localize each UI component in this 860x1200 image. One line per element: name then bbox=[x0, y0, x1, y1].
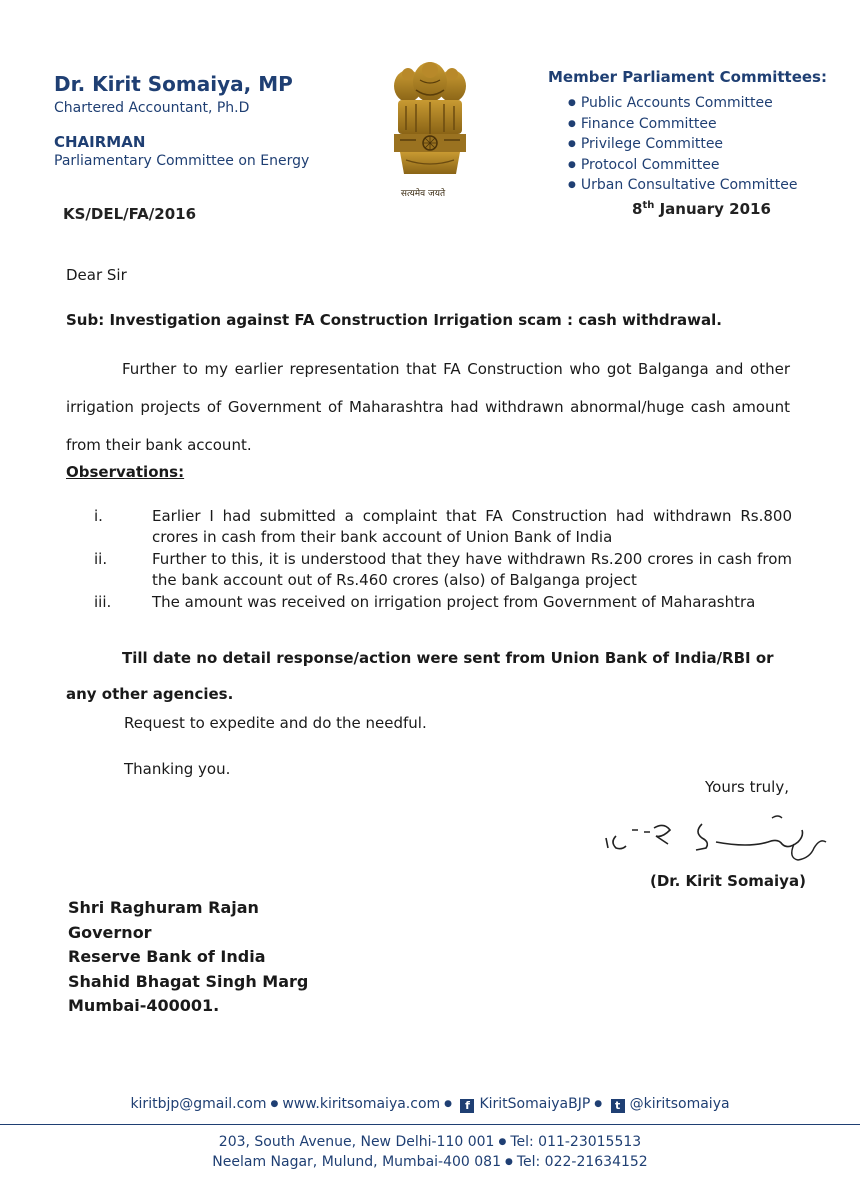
recipient-line: Shri Raghuram Rajan bbox=[68, 898, 259, 917]
request-line: Request to expedite and do the needful. bbox=[124, 714, 427, 732]
footer-addresses: 203, South Avenue, New Delhi-110 001 ● Tel: 011-23015513 Neelam Nagar, Mulund, Mumbai-400 081 ● Tel: 022-21634152 bbox=[212, 1134, 648, 1170]
committee-item: ● Public Accounts Committee bbox=[568, 93, 797, 114]
list-item bbox=[66, 506, 792, 548]
salutation: Dear Sir bbox=[66, 266, 127, 284]
recipient-address bbox=[68, 896, 308, 1019]
thanks-line: Thanking you. bbox=[124, 760, 231, 778]
signatory-name: (Dr. Kirit Somaiya) bbox=[650, 872, 806, 890]
sender-position: CHAIRMAN bbox=[54, 133, 146, 151]
closing: Yours truly, bbox=[705, 778, 789, 796]
list-item-text: The amount was received on irrigation project from Government of Maharashtra bbox=[152, 593, 756, 611]
recipient-line: Shahid Bhagat Singh Marg bbox=[68, 971, 309, 991]
footer-divider bbox=[0, 1124, 860, 1125]
state-emblem-icon bbox=[386, 56, 474, 186]
body-paragraph: Further to my earlier representation that FA Construction who got Balganga and other irrigation projects of Government of Maharashtra had withdrawn abnormal/huge cash amount from their bank account. bbox=[66, 360, 790, 454]
committee-item: ● Privilege Committee bbox=[568, 134, 797, 155]
footer-address-mumbai: Neelam Nagar, Mulund, Mumbai-400 081 bbox=[212, 1154, 501, 1170]
observations-heading: Observations: bbox=[66, 463, 185, 481]
committees-title: Member Parliament Committees: bbox=[548, 68, 827, 86]
footer-email: kiritbjp@gmail.com bbox=[130, 1096, 267, 1112]
list-item-number: i. bbox=[94, 507, 103, 525]
footer-contacts: kiritbjp@gmail.com ● www.kiritsomaiya.com ● f KiritSomaiyaBJP ● t @kiritsomaiya bbox=[130, 1096, 730, 1112]
recipient-line: Governor bbox=[68, 922, 152, 942]
list-item bbox=[66, 549, 792, 591]
recipient-line: Reserve Bank of India bbox=[68, 947, 266, 966]
sender-qualifications: Chartered Accountant, Ph.D bbox=[54, 100, 250, 116]
footer-twitter: @kiritsomaiya bbox=[629, 1096, 730, 1112]
footer-tel-delhi: Tel: 011-23015513 bbox=[510, 1134, 642, 1150]
facebook-icon: f bbox=[460, 1099, 474, 1113]
footer-facebook: KiritSomaiyaBJP bbox=[479, 1096, 591, 1112]
sender-name: Dr. Kirit Somaiya, MP bbox=[54, 72, 293, 96]
footer-address-delhi: 203, South Avenue, New Delhi-110 001 bbox=[218, 1134, 495, 1150]
subject-line: Sub: Investigation against FA Construction Irrigation scam : cash withdrawal. bbox=[66, 311, 723, 329]
emblem-motto: सत्यमेव जयते bbox=[400, 189, 446, 199]
committees-list bbox=[568, 93, 797, 196]
committee-item: ● Urban Consultative Committee bbox=[568, 175, 797, 196]
list-item bbox=[66, 592, 792, 613]
reference-number: KS/DEL/FA/2016 bbox=[63, 205, 197, 223]
letter-date: 8th January 2016 bbox=[632, 200, 771, 218]
observations-list bbox=[66, 506, 792, 614]
sender-committee: Parliamentary Committee on Energy bbox=[54, 153, 310, 169]
list-item-number: iii. bbox=[94, 593, 112, 611]
signature-icon bbox=[598, 808, 830, 866]
recipient-line: Mumbai-400001. bbox=[68, 996, 220, 1015]
footer-tel-mumbai: Tel: 022-21634152 bbox=[516, 1154, 648, 1170]
till-date-paragraph: Till date no detail response/action were sent from Union Bank of India/RBI or any other agencies. bbox=[66, 649, 774, 703]
list-item-text: Further to this, it is understood that they have withdrawn Rs.200 crores in cash from the bank account out of Rs.460 crores (also) of Balganga project bbox=[152, 550, 792, 589]
committee-item: ● Protocol Committee bbox=[568, 155, 797, 176]
list-item-number: ii. bbox=[94, 550, 108, 568]
committee-item: ● Finance Committee bbox=[568, 114, 797, 135]
footer-website: www.kiritsomaiya.com bbox=[282, 1096, 441, 1112]
list-item-text: Earlier I had submitted a complaint that FA Construction had withdrawn Rs.800 crores in cash from their bank account of Union Bank of India bbox=[152, 507, 792, 546]
twitter-icon: t bbox=[611, 1099, 625, 1113]
